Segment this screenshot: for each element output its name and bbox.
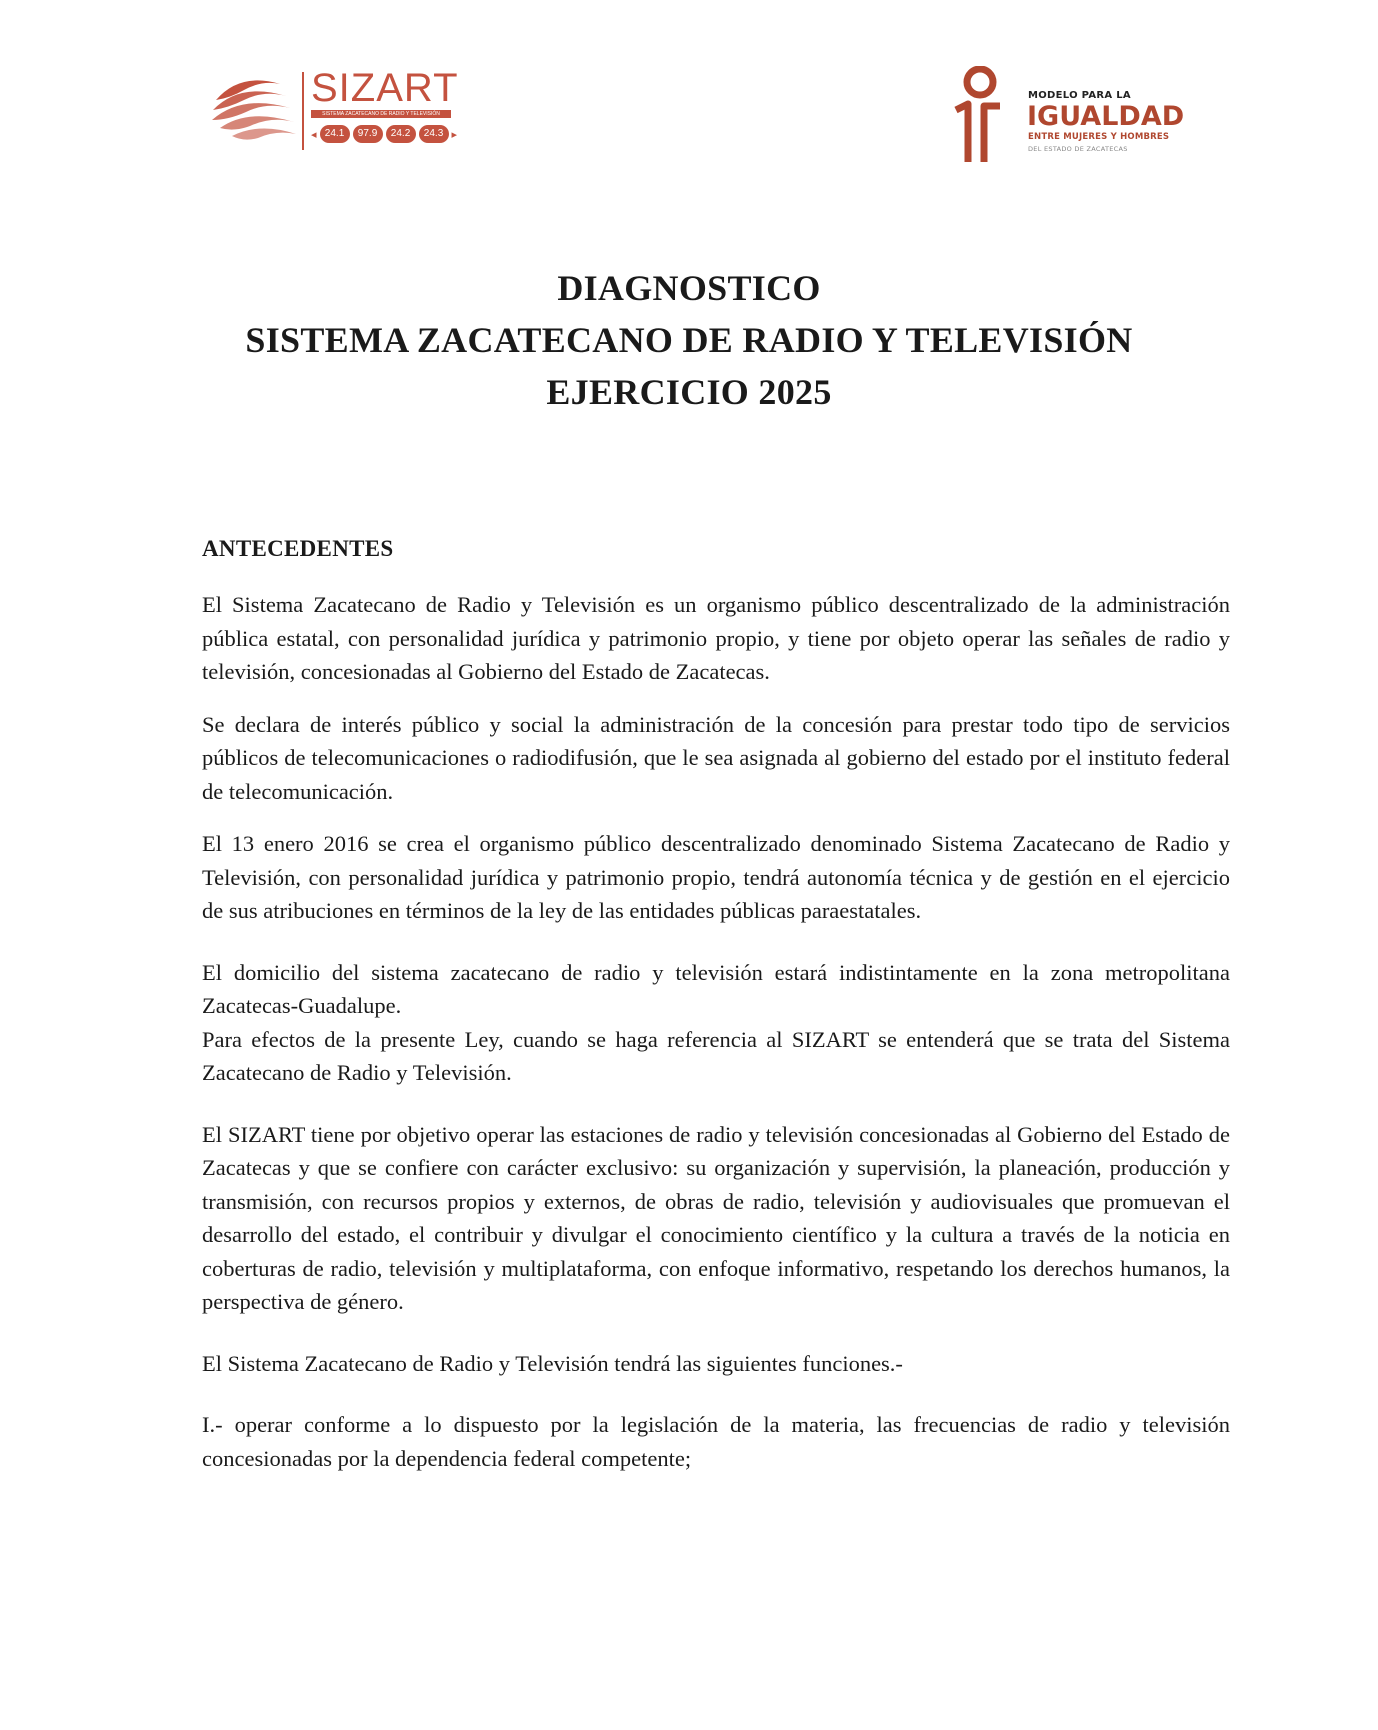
title-line-1: DIAGNOSTICO — [557, 268, 821, 308]
frequency-badge: 24.2 — [386, 125, 416, 143]
right-arrow-icon: ▸ — [451, 127, 458, 141]
sizart-logo — [210, 66, 459, 158]
paragraph: El Sistema Zacatecano de Radio y Televisión tendrá las siguientes funciones.- — [202, 1350, 903, 1376]
sizart-waves-icon — [210, 70, 298, 150]
sizart-tagline: SISTEMA ZACATECANO DE RADIO Y TELEVISIÓN — [311, 110, 451, 118]
frequency-badge: 97.9 — [353, 125, 383, 143]
title-line-3: EJERCICIO 2025 — [546, 372, 832, 412]
frequency-badge: 24.1 — [320, 125, 350, 143]
paragraph: El Sistema Zacatecano de Radio y Televisión es un organismo público descentralizado de la administración pública estatal, con personalidad jurídica y patrimonio propio, y tiene por objeto operar las señales de radio y televisión, concesionadas al Gobierno del Estado de Zacatecas. — [202, 592, 1230, 684]
section-heading: ANTECEDENTES — [202, 536, 394, 561]
igualdad-line1: MODELO PARA LA — [1028, 90, 1131, 101]
paragraph: Para efectos de la presente Ley, cuando se haga referencia al SIZART se entenderá que se trata del Sistema Zacatecano de Radio y Televisión. — [202, 1026, 1230, 1085]
sizart-frequencies — [311, 122, 457, 146]
paragraph: El 13 enero 2016 se crea el organismo público descentralizado denominado Sistema Zacatecano de Radio y Televisión, con personalidad jurídica y patrimonio propio, tendrá autonomía técnica y de gestión en el ejercicio de sus atribuciones en términos de la ley de las entidades públicas paraestatales. — [202, 831, 1230, 923]
left-arrow-icon: ◂ — [311, 127, 317, 141]
paragraph: El domicilio del sistema zacatecano de radio y televisión estará indistintamente en la zona metropolitana Zacatecas-Guadalupe. — [202, 959, 1230, 1018]
paragraph: El SIZART tiene por objetivo operar las estaciones de radio y televisión concesionadas al Gobierno del Estado de Zacatecas y que se confiere con carácter exclusivo: su organización y supervisión, la planeación, producción y transmisión, con recursos propios y externos, de obras de radio, televisión y audiovisuales que promuevan el desarrollo del estado, el contribuir y divulgar el conocimiento científico y la cultura a través de la noticia en coberturas de radio, televisión y multiplataforma, con enfoque informativo, respetando los derechos humanos, la perspectiva de género. — [202, 1121, 1230, 1314]
document-body — [202, 534, 1230, 1494]
paragraph: I.- operar conforme a lo dispuesto por la legislación de la materia, las frecuencias de radio y televisión concesionadas por la dependencia federal competente; — [202, 1412, 1230, 1471]
sizart-divider — [302, 72, 304, 150]
igualdad-line2: IGUALDAD — [1027, 101, 1185, 132]
title-line-2: SISTEMA ZACATECANO DE RADIO Y TELEVISIÓN — [245, 320, 1133, 360]
igualdad-logo — [952, 66, 1212, 166]
frequency-badge: 24.3 — [419, 125, 449, 143]
igualdad-line3: ENTRE MUJERES Y HOMBRES — [1028, 132, 1170, 142]
igualdad-mark-icon — [952, 66, 1008, 164]
document-title — [0, 262, 1378, 418]
sizart-brand: SIZART — [311, 66, 459, 110]
igualdad-line4: DEL ESTADO DE ZACATECAS — [1028, 145, 1128, 153]
paragraph: Se declara de interés público y social la administración de la concesión para prestar todo tipo de servicios públicos de telecomunicaciones o radiodifusión, que le sea asignada al gobierno del estado por el instituto federal de telecomunicación. — [202, 711, 1230, 804]
